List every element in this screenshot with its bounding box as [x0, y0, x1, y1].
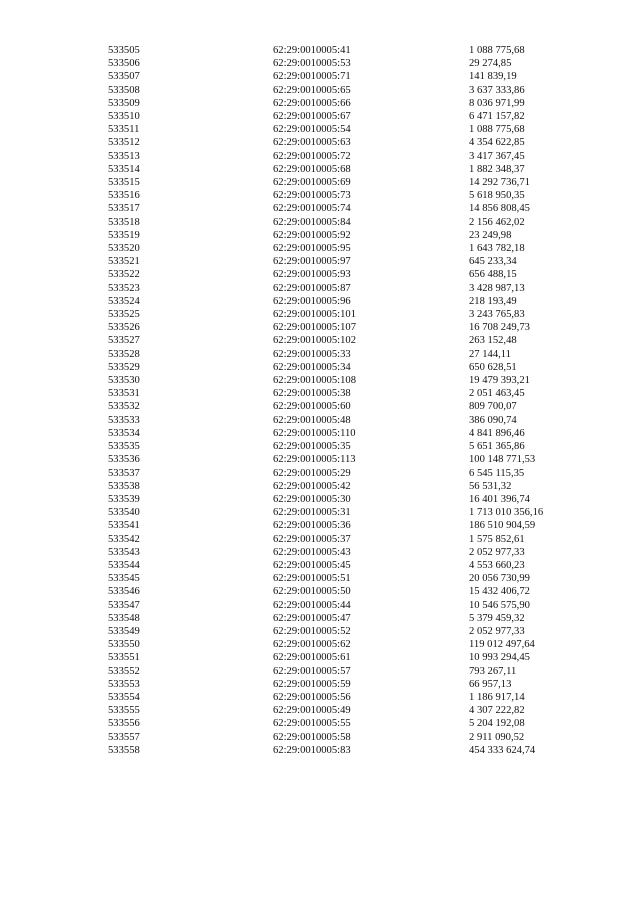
- table-row: [108, 321, 588, 334]
- table-row: [108, 400, 588, 413]
- row-number-cell: 533509: [108, 97, 140, 109]
- cadastral-value-cell: 3 428 987,13: [469, 282, 525, 294]
- cadastral-number-cell: 62:29:0010005:56: [273, 691, 351, 703]
- row-number-cell: 533520: [108, 243, 140, 255]
- table-row: [108, 559, 588, 572]
- cadastral-number-cell: 62:29:0010005:49: [273, 705, 351, 717]
- row-number-cell: 533525: [108, 309, 140, 321]
- cadastral-number-cell: 62:29:0010005:34: [273, 361, 351, 373]
- row-number-cell: 533524: [108, 295, 140, 307]
- cadastral-value-cell: 14 856 808,45: [469, 203, 530, 215]
- row-number-cell: 533527: [108, 335, 140, 347]
- row-number-cell: 533558: [108, 744, 140, 756]
- row-number-cell: 533538: [108, 480, 140, 492]
- cadastral-value-cell: 809 700,07: [469, 401, 517, 413]
- row-number-cell: 533550: [108, 639, 140, 651]
- cadastral-value-cell: 5 379 459,32: [469, 612, 525, 624]
- cadastral-value-cell: 119 012 497,64: [469, 639, 535, 651]
- row-number-cell: 533548: [108, 612, 140, 624]
- table-row: [108, 308, 588, 321]
- cadastral-value-cell: 6 471 157,82: [469, 111, 525, 123]
- cadastral-value-cell: 650 628,51: [469, 361, 517, 373]
- table-row: [108, 744, 588, 757]
- table-row: [108, 625, 588, 638]
- table-row: [108, 651, 588, 664]
- cadastral-number-cell: 62:29:0010005:31: [273, 507, 351, 519]
- row-number-cell: 533516: [108, 190, 140, 202]
- cadastral-value-cell: 5 651 365,86: [469, 441, 525, 453]
- cadastral-number-cell: 62:29:0010005:47: [273, 612, 351, 624]
- table-row: [108, 150, 588, 163]
- table-row: [108, 176, 588, 189]
- table-row: [108, 84, 588, 97]
- cadastral-value-cell: 66 957,13: [469, 678, 512, 690]
- cadastral-value-cell: 3 417 367,45: [469, 150, 525, 162]
- table-row: [108, 334, 588, 347]
- row-number-cell: 533506: [108, 58, 140, 70]
- row-number-cell: 533543: [108, 546, 140, 558]
- cadastral-value-cell: 645 233,34: [469, 256, 517, 268]
- row-number-cell: 533511: [108, 124, 140, 136]
- cadastral-number-cell: 62:29:0010005:69: [273, 177, 351, 189]
- table-row: [108, 414, 588, 427]
- cadastral-value-cell: 1 575 852,61: [469, 533, 525, 545]
- cadastral-value-cell: 4 841 896,46: [469, 427, 525, 439]
- row-number-cell: 533546: [108, 586, 140, 598]
- cadastral-number-cell: 62:29:0010005:101: [273, 309, 356, 321]
- cadastral-value-cell: 3 637 333,86: [469, 84, 525, 96]
- row-number-cell: 533541: [108, 520, 140, 532]
- table-row: [108, 691, 588, 704]
- table-row: [108, 242, 588, 255]
- cadastral-number-cell: 62:29:0010005:50: [273, 586, 351, 598]
- cadastral-value-cell: 263 152,48: [469, 335, 517, 347]
- cadastral-value-cell: 16 401 396,74: [469, 493, 530, 505]
- row-number-cell: 533523: [108, 282, 140, 294]
- table-row: [108, 585, 588, 598]
- cadastral-number-cell: 62:29:0010005:92: [273, 229, 351, 241]
- row-number-cell: 533534: [108, 427, 140, 439]
- cadastral-number-cell: 62:29:0010005:53: [273, 58, 351, 70]
- cadastral-number-cell: 62:29:0010005:60: [273, 401, 351, 413]
- row-number-cell: 533510: [108, 111, 140, 123]
- cadastral-value-cell: 656 488,15: [469, 269, 517, 281]
- table-row: [108, 731, 588, 744]
- table-row: [108, 110, 588, 123]
- row-number-cell: 533544: [108, 559, 140, 571]
- cadastral-number-cell: 62:29:0010005:48: [273, 414, 351, 426]
- cadastral-value-cell: 1 882 348,37: [469, 163, 525, 175]
- row-number-cell: 533519: [108, 229, 140, 241]
- cadastral-value-cell: 186 510 904,59: [469, 520, 536, 532]
- cadastral-value-cell: 1 186 917,14: [469, 691, 525, 703]
- cadastral-number-cell: 62:29:0010005:97: [273, 256, 351, 268]
- row-number-cell: 533515: [108, 177, 140, 189]
- cadastral-number-cell: 62:29:0010005:55: [273, 718, 351, 730]
- cadastral-value-cell: 8 036 971,99: [469, 97, 525, 109]
- table-row: [108, 572, 588, 585]
- table-row: [108, 467, 588, 480]
- table-row: [108, 717, 588, 730]
- cadastral-value-cell: 386 090,74: [469, 414, 517, 426]
- row-number-cell: 533553: [108, 678, 140, 690]
- row-number-cell: 533545: [108, 573, 140, 585]
- cadastral-value-cell: 2 052 977,33: [469, 546, 525, 558]
- cadastral-value-cell: 5 618 950,35: [469, 190, 525, 202]
- cadastral-number-cell: 62:29:0010005:96: [273, 295, 351, 307]
- cadastral-number-cell: 62:29:0010005:74: [273, 203, 351, 215]
- cadastral-number-cell: 62:29:0010005:83: [273, 744, 351, 756]
- table-row: [108, 638, 588, 651]
- cadastral-number-cell: 62:29:0010005:73: [273, 190, 351, 202]
- table-row: [108, 163, 588, 176]
- cadastral-number-cell: 62:29:0010005:102: [273, 335, 356, 347]
- row-number-cell: 533505: [108, 45, 140, 56]
- row-number-cell: 533517: [108, 203, 140, 215]
- table-row: [108, 44, 588, 57]
- cadastral-value-cell: 16 708 249,73: [469, 322, 530, 334]
- cadastral-value-cell: 29 274,85: [469, 58, 512, 70]
- cadastral-value-table: [108, 44, 588, 757]
- table-row: [108, 57, 588, 70]
- cadastral-number-cell: 62:29:0010005:66: [273, 97, 351, 109]
- row-number-cell: 533535: [108, 441, 140, 453]
- row-number-cell: 533507: [108, 71, 140, 83]
- table-row: [108, 440, 588, 453]
- cadastral-number-cell: 62:29:0010005:67: [273, 111, 351, 123]
- table-row: [108, 599, 588, 612]
- row-number-cell: 533529: [108, 361, 140, 373]
- cadastral-number-cell: 62:29:0010005:38: [273, 388, 351, 400]
- row-number-cell: 533542: [108, 533, 140, 545]
- cadastral-number-cell: 62:29:0010005:41: [273, 45, 351, 56]
- table-row: [108, 612, 588, 625]
- table-row: [108, 348, 588, 361]
- cadastral-number-cell: 62:29:0010005:113: [273, 454, 356, 466]
- cadastral-number-cell: 62:29:0010005:43: [273, 546, 351, 558]
- row-number-cell: 533530: [108, 375, 140, 387]
- cadastral-number-cell: 62:29:0010005:33: [273, 348, 351, 360]
- table-row: [108, 255, 588, 268]
- cadastral-number-cell: 62:29:0010005:62: [273, 639, 351, 651]
- table-row: [108, 202, 588, 215]
- cadastral-value-cell: 4 354 622,85: [469, 137, 525, 149]
- cadastral-value-cell: 20 056 730,99: [469, 573, 530, 585]
- cadastral-value-cell: 1 713 010 356,16: [469, 507, 544, 519]
- cadastral-value-cell: 2 052 977,33: [469, 625, 525, 637]
- row-number-cell: 533512: [108, 137, 140, 149]
- cadastral-value-cell: 2 051 463,45: [469, 388, 525, 400]
- cadastral-number-cell: 62:29:0010005:63: [273, 137, 351, 149]
- cadastral-value-cell: 218 193,49: [469, 295, 517, 307]
- cadastral-number-cell: 62:29:0010005:42: [273, 480, 351, 492]
- cadastral-value-cell: 1 088 775,68: [469, 45, 525, 56]
- cadastral-number-cell: 62:29:0010005:65: [273, 84, 351, 96]
- row-number-cell: 533549: [108, 625, 140, 637]
- cadastral-number-cell: 62:29:0010005:58: [273, 731, 351, 743]
- cadastral-value-cell: 6 545 115,35: [469, 467, 525, 479]
- cadastral-number-cell: 62:29:0010005:84: [273, 216, 351, 228]
- table-row: [108, 189, 588, 202]
- cadastral-value-cell: 4 307 222,82: [469, 705, 525, 717]
- table-row: [108, 123, 588, 136]
- table-row: [108, 70, 588, 83]
- row-number-cell: 533533: [108, 414, 140, 426]
- table-row: [108, 216, 588, 229]
- cadastral-number-cell: 62:29:0010005:59: [273, 678, 351, 690]
- table-row: [108, 480, 588, 493]
- cadastral-number-cell: 62:29:0010005:44: [273, 599, 351, 611]
- table-row: [108, 387, 588, 400]
- row-number-cell: 533539: [108, 493, 140, 505]
- cadastral-number-cell: 62:29:0010005:57: [273, 665, 351, 677]
- table-row: [108, 506, 588, 519]
- table-row: [108, 493, 588, 506]
- table-row: [108, 282, 588, 295]
- cadastral-number-cell: 62:29:0010005:108: [273, 375, 356, 387]
- cadastral-number-cell: 62:29:0010005:36: [273, 520, 351, 532]
- row-number-cell: 533537: [108, 467, 140, 479]
- table-row: [108, 678, 588, 691]
- cadastral-number-cell: 62:29:0010005:95: [273, 243, 351, 255]
- row-number-cell: 533521: [108, 256, 140, 268]
- cadastral-number-cell: 62:29:0010005:107: [273, 322, 356, 334]
- row-number-cell: 533528: [108, 348, 140, 360]
- row-number-cell: 533508: [108, 84, 140, 96]
- cadastral-number-cell: 62:29:0010005:68: [273, 163, 351, 175]
- table-row: [108, 136, 588, 149]
- cadastral-number-cell: 62:29:0010005:110: [273, 427, 356, 439]
- cadastral-number-cell: 62:29:0010005:52: [273, 625, 351, 637]
- cadastral-value-cell: 56 531,32: [469, 480, 512, 492]
- cadastral-value-cell: 141 839,19: [469, 71, 517, 83]
- row-number-cell: 533552: [108, 665, 140, 677]
- cadastral-value-cell: 2 156 462,02: [469, 216, 525, 228]
- table-row: [108, 374, 588, 387]
- table-row: [108, 97, 588, 110]
- table-row: [108, 704, 588, 717]
- row-number-cell: 533532: [108, 401, 140, 413]
- cadastral-value-cell: 1 643 782,18: [469, 243, 525, 255]
- cadastral-value-cell: 15 432 406,72: [469, 586, 530, 598]
- table-body: [108, 44, 588, 757]
- cadastral-number-cell: 62:29:0010005:54: [273, 124, 351, 136]
- cadastral-number-cell: 62:29:0010005:35: [273, 441, 351, 453]
- cadastral-value-cell: 10 993 294,45: [469, 652, 530, 664]
- cadastral-value-cell: 793 267,11: [469, 665, 517, 677]
- row-number-cell: 533556: [108, 718, 140, 730]
- cadastral-value-cell: 454 333 624,74: [469, 744, 536, 756]
- row-number-cell: 533526: [108, 322, 140, 334]
- cadastral-value-cell: 27 144,11: [469, 348, 511, 360]
- table-row: [108, 361, 588, 374]
- cadastral-value-cell: 10 546 575,90: [469, 599, 530, 611]
- row-number-cell: 533531: [108, 388, 140, 400]
- table-row: [108, 519, 588, 532]
- cadastral-number-cell: 62:29:0010005:87: [273, 282, 351, 294]
- table-row: [108, 295, 588, 308]
- table-row: [108, 229, 588, 242]
- row-number-cell: 533547: [108, 599, 140, 611]
- cadastral-number-cell: 62:29:0010005:51: [273, 573, 351, 585]
- row-number-cell: 533540: [108, 507, 140, 519]
- table-row: [108, 268, 588, 281]
- cadastral-number-cell: 62:29:0010005:71: [273, 71, 351, 83]
- cadastral-value-cell: 23 249,98: [469, 229, 512, 241]
- cadastral-number-cell: 62:29:0010005:72: [273, 150, 351, 162]
- row-number-cell: 533555: [108, 705, 140, 717]
- row-number-cell: 533554: [108, 691, 140, 703]
- row-number-cell: 533518: [108, 216, 140, 228]
- cadastral-number-cell: 62:29:0010005:45: [273, 559, 351, 571]
- table-row: [108, 546, 588, 559]
- cadastral-value-cell: 5 204 192,08: [469, 718, 525, 730]
- table-row: [108, 453, 588, 466]
- row-number-cell: 533514: [108, 163, 140, 175]
- cadastral-number-cell: 62:29:0010005:93: [273, 269, 351, 281]
- row-number-cell: 533557: [108, 731, 140, 743]
- cadastral-number-cell: 62:29:0010005:29: [273, 467, 351, 479]
- table-row: [108, 533, 588, 546]
- cadastral-number-cell: 62:29:0010005:30: [273, 493, 351, 505]
- cadastral-value-cell: 14 292 736,71: [469, 177, 530, 189]
- table-row: [108, 427, 588, 440]
- cadastral-number-cell: 62:29:0010005:37: [273, 533, 351, 545]
- cadastral-number-cell: 62:29:0010005:61: [273, 652, 351, 664]
- row-number-cell: 533536: [108, 454, 140, 466]
- cadastral-value-cell: 100 148 771,53: [469, 454, 536, 466]
- row-number-cell: 533522: [108, 269, 140, 281]
- row-number-cell: 533551: [108, 652, 140, 664]
- cadastral-value-cell: 4 553 660,23: [469, 559, 525, 571]
- row-number-cell: 533513: [108, 150, 140, 162]
- cadastral-value-cell: 19 479 393,21: [469, 375, 530, 387]
- cadastral-value-cell: 2 911 090,52: [469, 731, 525, 743]
- table-row: [108, 665, 588, 678]
- cadastral-value-cell: 1 088 775,68: [469, 124, 525, 136]
- cadastral-value-cell: 3 243 765,83: [469, 309, 525, 321]
